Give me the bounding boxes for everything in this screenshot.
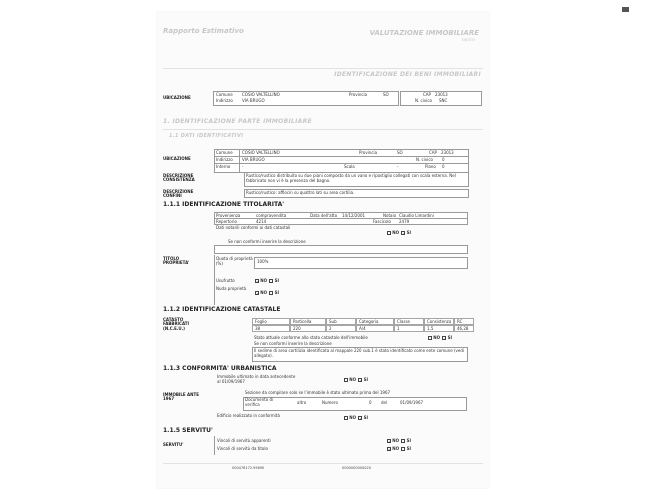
provincia-top-value: SO — [383, 92, 389, 97]
identificazione-title: IDENTIFICAZIONE DEI BENI IMMOBILIARI — [334, 71, 481, 78]
servitu-heading: 1.1.5 SERVITU' — [163, 427, 213, 434]
provenienza-label: Provenienza — [216, 213, 241, 218]
interno-value: - — [242, 164, 244, 169]
non-conformi-label: Se non conformi inserire la descrizione — [228, 239, 306, 244]
civico-label: N. civico — [416, 157, 433, 162]
dati-no-checkbox[interactable] — [387, 231, 391, 235]
comune-label: Comune — [216, 150, 233, 155]
edificio-label: Edificio realizzato in conformità — [217, 413, 280, 418]
del-label: del — [381, 400, 388, 405]
catastale-value-cell: A/4 — [356, 325, 394, 332]
divider — [163, 129, 483, 130]
titolo-no-checkbox[interactable] — [387, 447, 391, 451]
edificio-no-label: NO — [349, 415, 357, 420]
civico-top-label: N. civico — [415, 98, 432, 103]
titolarita-heading: 1.1.1 IDENTIFICAZIONE TITOLARITA' — [163, 201, 285, 208]
piano-label: Piano — [425, 164, 436, 169]
conforme-si-checkbox[interactable] — [442, 336, 446, 340]
nuda-no-checkbox[interactable] — [255, 291, 259, 295]
section11-title: 1.1 DATI IDENTIFICATIVI — [169, 133, 244, 139]
civico-value: 0 — [442, 157, 445, 162]
catastale-value-cell: 220 — [290, 325, 326, 332]
urbanistica-heading: 1.1.3 CONFORMITA' URBANISTICA — [163, 365, 277, 372]
indirizzo-top-label: Indirizzo — [216, 98, 233, 103]
catastale-note: Il sedime di area cortilizia identificata al mappale 220 sub.1 è stato identificato come ente comune (vedi allegato). — [254, 348, 464, 358]
notaio-label: Notaio — [383, 213, 397, 218]
civico-top-value: SNC — [439, 98, 448, 103]
grid-line — [239, 149, 240, 172]
conforme-no-checkbox[interactable] — [428, 336, 432, 340]
cap-label: CAP — [429, 150, 437, 155]
notaio-value: Claudio Limardini — [399, 213, 434, 218]
titolo-si-checkbox[interactable] — [401, 447, 405, 451]
indirizzo-value: VIA BRUGO — [242, 157, 265, 162]
usufrutto-no-checkbox[interactable] — [255, 279, 259, 283]
dati-si-checkbox[interactable] — [401, 231, 405, 235]
catastale-value-cell: 1,5 — [424, 325, 454, 332]
ultimato-checks — [343, 378, 368, 382]
valuation-subtitle: SINTESI — [461, 38, 475, 42]
apparenti-checks — [386, 439, 411, 443]
usufrutto-label: Usufrutto — [216, 278, 235, 283]
fascicolo-label: Fascicolo — [373, 219, 391, 224]
grid-line — [214, 255, 215, 305]
grid-line — [214, 436, 215, 455]
logo-text: Rapporto Estimativo — [163, 27, 244, 35]
conforme-checks — [427, 336, 452, 340]
edificio-checks — [343, 416, 368, 420]
provincia-label: Provincia — [359, 150, 378, 155]
titolo-label: Vincoli di servitù da titolo — [217, 446, 268, 451]
interno-label: Interno — [216, 164, 231, 169]
confini-text: Rustico/rustico: affiocin su quattro lati su area cortilia. — [246, 190, 355, 195]
catastale-value-cell: 38 — [252, 325, 290, 332]
cap-value: 23013 — [441, 150, 454, 155]
catastale-value-cell: 2 — [326, 325, 356, 332]
indirizzo-label: Indirizzo — [216, 157, 233, 162]
titolo-proprieta-label: TITOLO PROPRIETA' — [163, 256, 190, 266]
provenienza-value: compravendita — [256, 213, 287, 218]
usufrutto-si-checkbox[interactable] — [269, 279, 273, 283]
dati-no-label: NO — [392, 230, 400, 235]
ultimato-no-checkbox[interactable] — [344, 378, 348, 382]
catastale-header-cell: Foglio — [252, 318, 290, 325]
edificio-si-label: SI — [363, 415, 368, 420]
quota-label: Quota di proprietà (%) — [216, 256, 253, 266]
conforme-si-label: SI — [447, 335, 452, 340]
grid-line — [214, 218, 467, 219]
apparenti-label: Vincoli di servitù apparenti — [217, 438, 271, 443]
valuation-title: VALUTAZIONE IMMOBILIARE — [369, 29, 479, 37]
catasto-label: CATASTO FABBRICATI (N.C.E.U.) — [163, 317, 189, 331]
nuda-si-label: SI — [274, 290, 279, 295]
quota-value: 100% — [257, 259, 269, 264]
provincia-value: SO — [397, 150, 403, 155]
edificio-si-checkbox[interactable] — [358, 416, 362, 420]
dati-conformi-checks — [386, 231, 411, 235]
footer-code-1: 000476172.95690 — [232, 466, 265, 470]
scan-corner-mark — [622, 7, 629, 12]
catastale-header-cell: Particella — [290, 318, 326, 325]
apparenti-no-label: NO — [392, 438, 400, 443]
numero-label: Numero — [322, 400, 338, 405]
cap-top-label: CAP — [423, 92, 431, 97]
section1-title: 1. IDENTIFICAZIONE PARTE IMMOBILIARE — [163, 118, 312, 125]
titolo-no-label: NO — [392, 446, 400, 451]
titolo-checks — [386, 447, 411, 451]
catastale-header-cell: RC — [454, 318, 474, 325]
data-atto-value: 14/12/2001 — [342, 213, 366, 218]
ante-1967-label: IMMOBILE ANTE 1967 — [163, 392, 199, 402]
indirizzo-top-value: VIA BRUGO — [242, 98, 265, 103]
catastale-header-cell: Consistenza — [424, 318, 454, 325]
non-conformi-box — [214, 245, 468, 254]
catastale-header-cell: Categoria — [356, 318, 394, 325]
usufrutto-si-label: SI — [274, 278, 279, 283]
documento-value: altro — [297, 400, 307, 405]
cap-top-value: 23013 — [435, 92, 448, 97]
nuda-si-checkbox[interactable] — [269, 291, 273, 295]
usufrutto-no-label: NO — [260, 278, 268, 283]
repertorio-value: 4214 — [256, 219, 267, 224]
nuda-checks — [254, 291, 279, 295]
document-page — [157, 12, 489, 488]
fascicolo-value: 2479 — [399, 219, 410, 224]
comune-top-value: COSIO VALTELLINO — [242, 92, 280, 97]
catastale-value-cell: 1 — [394, 325, 424, 332]
numero-value: 0 — [369, 400, 372, 405]
piano-value: 0 — [442, 164, 445, 169]
consistenza-text: Rustico/rustico distribuito su due piani composto da un vano e ripostiglio collegati con scala esterna. Nel fabbricato non vi è la presenza del bagno. — [246, 173, 456, 183]
scala-value: - — [397, 164, 399, 169]
sezione-label: Sezione da compilare solo se l'immobile è stato ultimato prima del 1967 — [245, 390, 391, 395]
provincia-top-label: Provincia — [349, 92, 368, 97]
titolo-si-label: SI — [406, 446, 411, 451]
nuda-no-label: NO — [260, 290, 268, 295]
servitu-label: SERVITU' — [163, 442, 184, 447]
comune-top-label: Comune — [216, 92, 233, 97]
comune-value: COSIO VALTELLINO — [242, 150, 280, 155]
ubicazione-top-box — [213, 91, 399, 106]
del-value: 01/09/1967 — [400, 400, 424, 405]
ultimato-no-label: NO — [349, 377, 357, 382]
scala-label: Scala — [344, 164, 355, 169]
consistenza-label: DESCRIZIONE CONSISTENZA — [163, 173, 195, 183]
conforme-label: Stato attuale conforme allo stato catastale dell'immobile — [254, 335, 368, 340]
catastale-header-cell: Classe — [394, 318, 424, 325]
data-atto-label: Data dell'atto — [310, 213, 338, 218]
apparenti-no-checkbox[interactable] — [387, 439, 391, 443]
ubicazione-top-label: UBICAZIONE — [163, 95, 191, 100]
ultimato-label: Immobile ultimato in data antecedente al 01/09/1967 — [217, 374, 296, 384]
ultimato-si-checkbox[interactable] — [358, 378, 362, 382]
ultimato-si-label: SI — [363, 377, 368, 382]
dati-si-label: SI — [406, 230, 411, 235]
apparenti-si-checkbox[interactable] — [401, 439, 405, 443]
catastale-heading: 1.1.2 IDENTIFICAZIONE CATASTALE — [163, 306, 281, 313]
conforme-no-label: NO — [433, 335, 441, 340]
dati-conformi-label: Dati notarili conformi ai dati catastali — [216, 225, 291, 230]
apparenti-si-label: SI — [406, 438, 411, 443]
documento-label: Documento di verifica — [245, 397, 274, 407]
footer-code-2: 0000000000020 — [342, 466, 371, 470]
catastale-header-cell: Sub — [326, 318, 356, 325]
edificio-no-checkbox[interactable] — [344, 416, 348, 420]
repertorio-label: Repertorio — [216, 219, 237, 224]
divider — [163, 68, 483, 69]
ubicazione-label: UBICAZIONE — [163, 156, 191, 161]
catastale-value-cell: 46,28 — [454, 325, 474, 332]
cat-non-conformi-label: Se non conformi inserire la descrizione — [254, 341, 332, 346]
divider — [163, 463, 483, 464]
nuda-label: Nuda proprietà — [216, 286, 247, 291]
usufrutto-checks — [254, 279, 279, 283]
quota-box — [254, 257, 468, 269]
confini-label: DESCRIZIONE CONFINI — [163, 189, 194, 199]
